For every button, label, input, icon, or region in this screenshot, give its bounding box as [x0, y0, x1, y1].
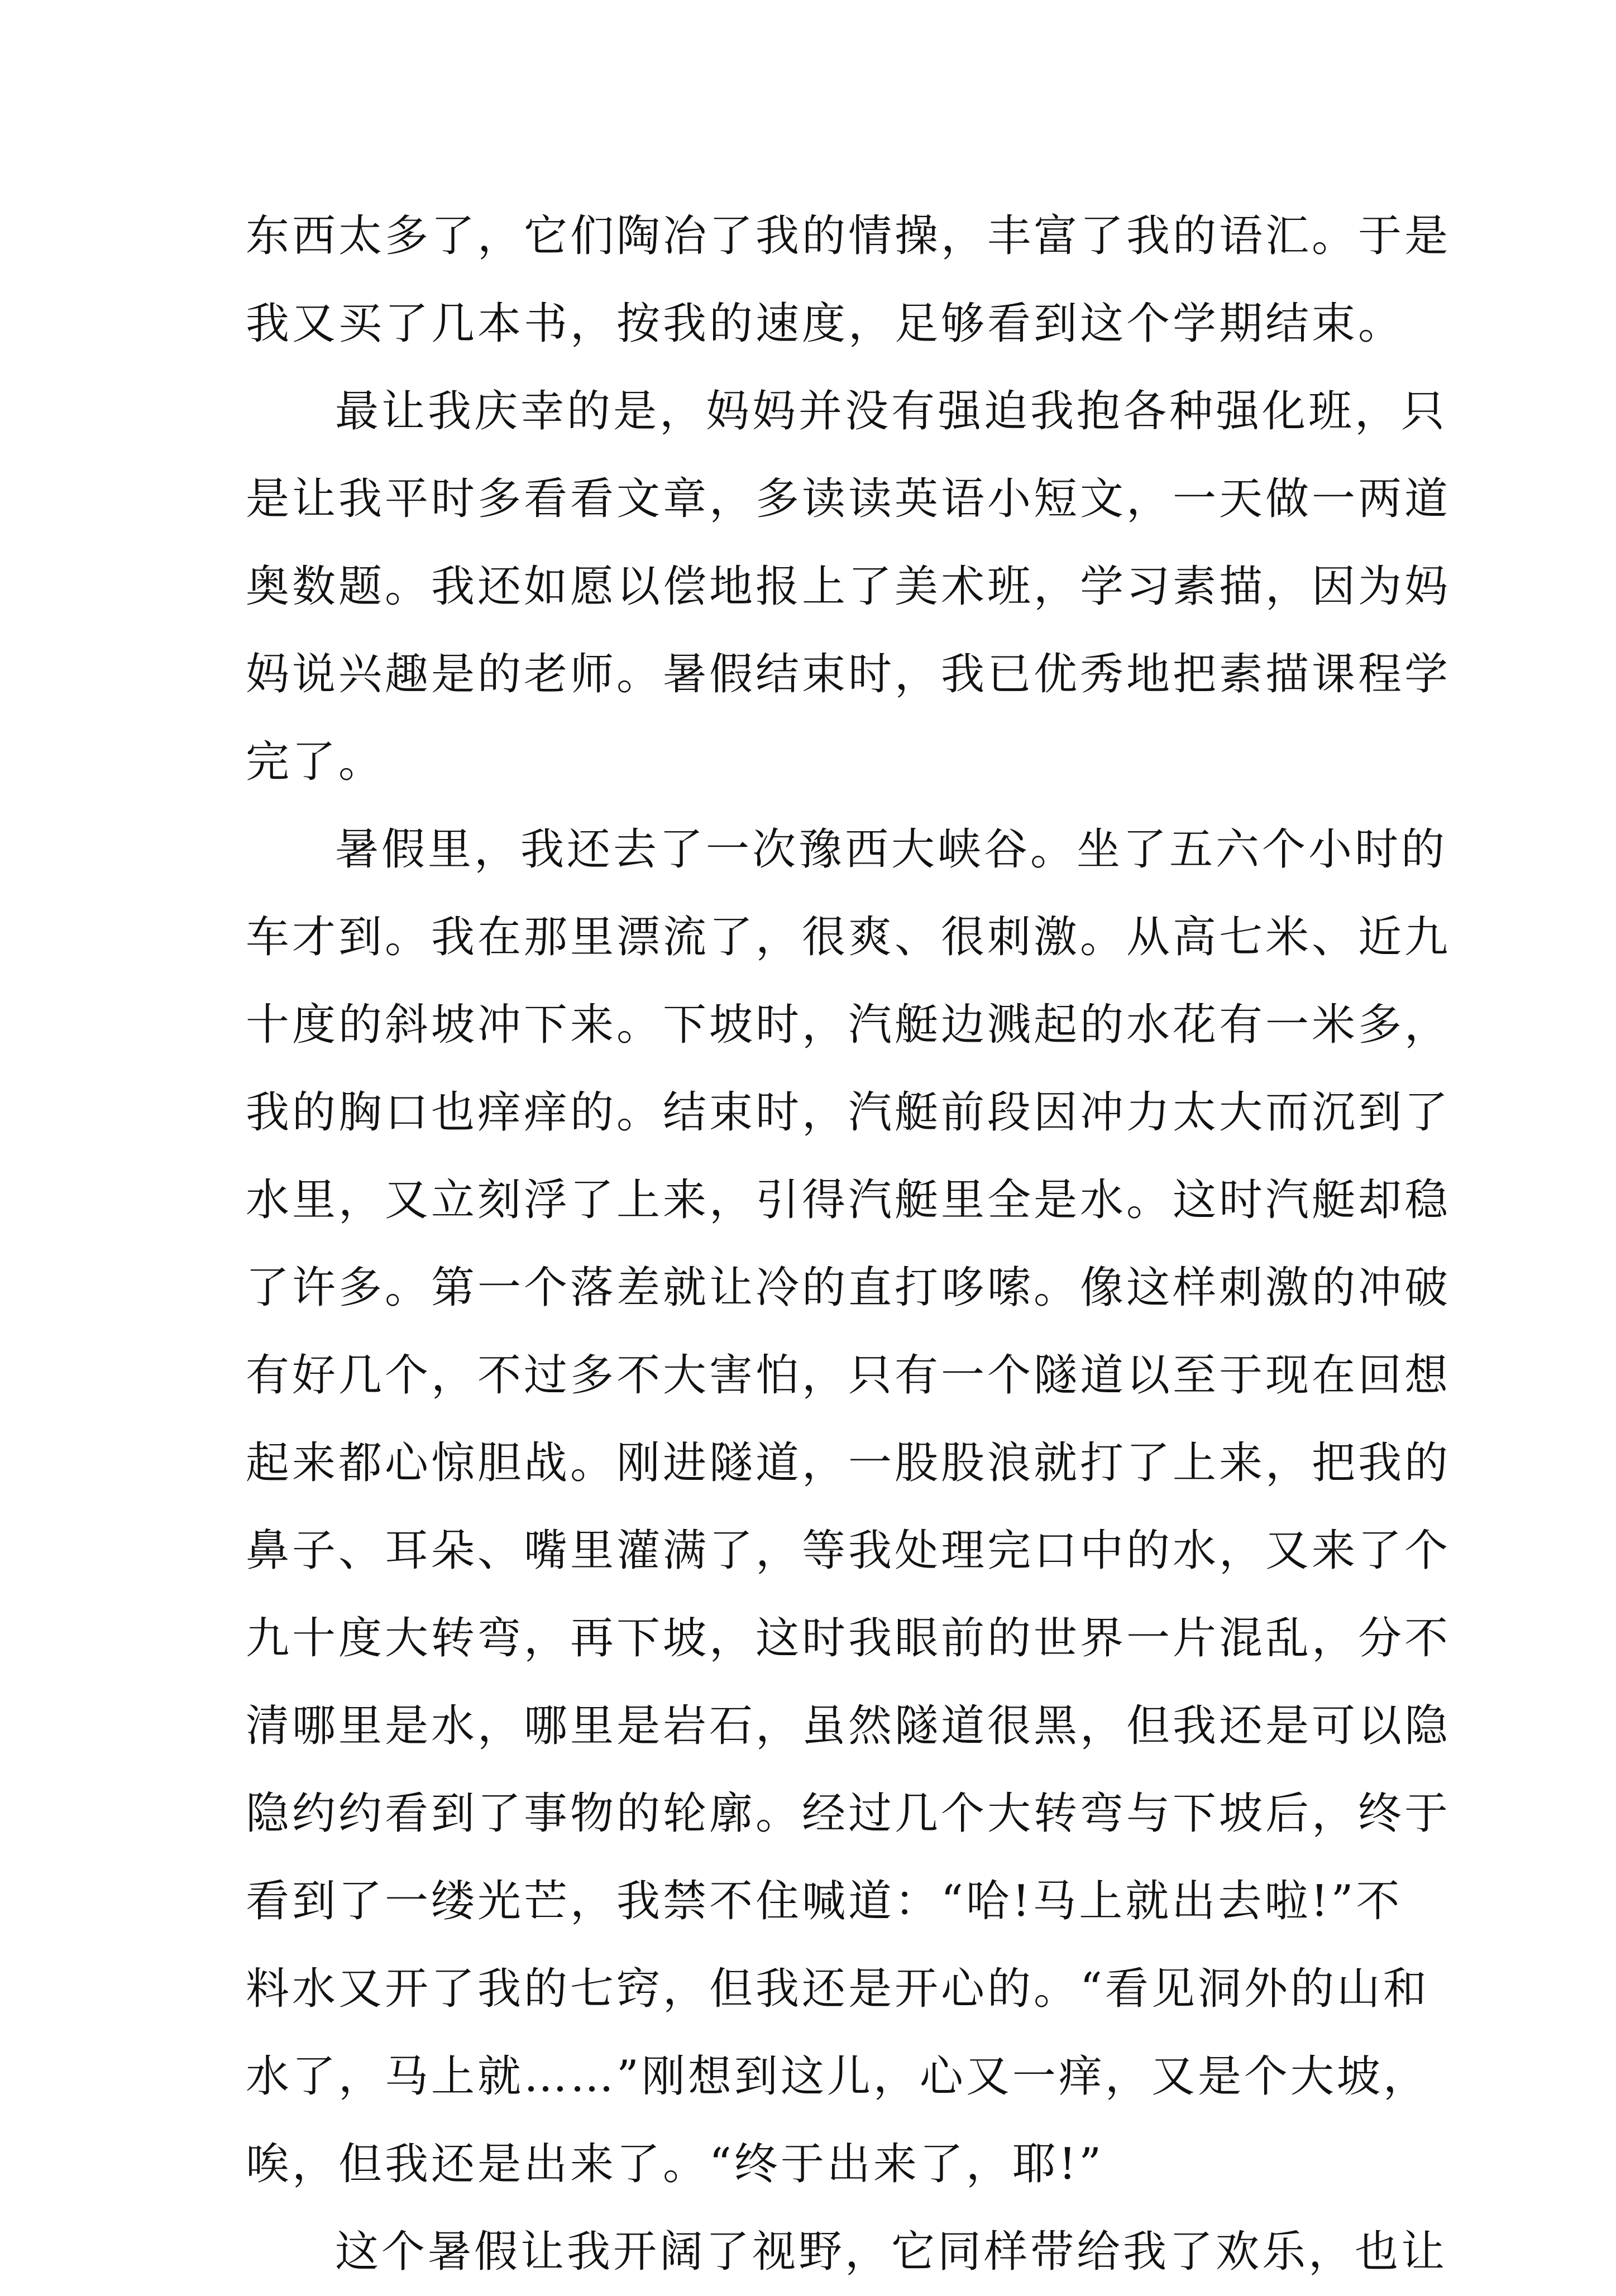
text-line: 奥数题。我还如愿以偿地报上了美术班，学习素描，因为妈	[246, 562, 1451, 612]
text-line: 了许多。第一个落差就让冷的直打哆嗦。像这样刺激的冲破	[246, 1263, 1451, 1313]
text-line: 是让我平时多看看文章，多读读英语小短文，一天做一两道	[246, 474, 1451, 524]
text-line: 清哪里是水，哪里是岩石，虽然隧道很黑，但我还是可以隐	[246, 1701, 1451, 1751]
document-body	[246, 193, 1451, 2296]
text-line: 十度的斜坡冲下来。下坡时，汽艇边溅起的水花有一米多，	[246, 1000, 1451, 1050]
text-line: 完了。	[246, 737, 385, 787]
text-line: 妈说兴趣是的老师。暑假结束时，我已优秀地把素描课程学	[246, 649, 1451, 699]
text-line: 水里，又立刻浮了上来，引得汽艇里全是水。这时汽艇却稳	[246, 1175, 1451, 1225]
text-line: 唉，但我还是出来了。“终于出来了，耶!”	[246, 2139, 1105, 2189]
text-line: 鼻子、耳朵、嘴里灌满了，等我处理完口中的水，又来了个	[246, 1526, 1451, 1576]
paragraph-first-line: 暑假里，我还去了一次豫西大峡谷。坐了五六个小时的	[335, 825, 1448, 875]
text-line: 料水又开了我的七窍，但我还是开心的。“看见洞外的山和	[246, 1964, 1429, 2014]
text-line: 看到了一缕光芒，我禁不住喊道：“哈!马上就出去啦!”不	[246, 1876, 1403, 1926]
text-line: 车才到。我在那里漂流了，很爽、很刺激。从高七米、近九	[246, 912, 1451, 962]
text-line: 起来都心惊胆战。刚进隧道，一股股浪就打了上来，把我的	[246, 1438, 1451, 1488]
paragraph-first-line: 最让我庆幸的是，妈妈并没有强迫我抱各种强化班，只	[335, 386, 1448, 437]
text-line: 隐约约看到了事物的轮廓。经过几个大转弯与下坡后，终于	[246, 1789, 1451, 1839]
text-line: 有好几个，不过多不大害怕，只有一个隧道以至于现在回想	[246, 1350, 1451, 1401]
text-line: 我又买了几本书，按我的速度，足够看到这个学期结束。	[246, 299, 1405, 349]
paragraph-first-line: 这个暑假让我开阔了视野，它同样带给我了欢乐，也让	[335, 2227, 1448, 2277]
text-line: 我的胸口也痒痒的。结束时，汽艇前段因冲力太大而沉到了	[246, 1087, 1451, 1138]
text-line: 水了，马上就……”刚想到这儿，心又一痒，又是个大坡，	[246, 2051, 1429, 2102]
text-line: 九十度大转弯，再下坡，这时我眼前的世界一片混乱，分不	[246, 1613, 1451, 1664]
text-line: 东西太多了，它们陶冶了我的情操，丰富了我的语汇。于是	[246, 211, 1451, 261]
